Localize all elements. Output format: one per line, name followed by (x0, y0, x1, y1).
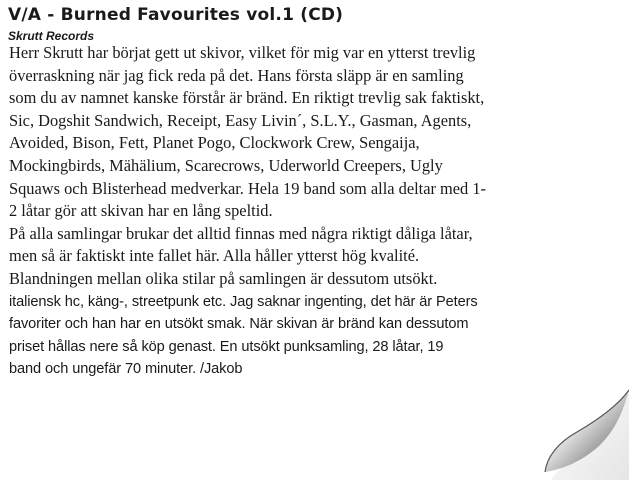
record-label: Skrutt Records (8, 29, 95, 43)
review-line: priset hållas nere så köp genast. En utsökt punksamling, 28 låtar, 19 (9, 338, 444, 355)
page-curl-icon (489, 360, 629, 480)
review-line: överraskning när jag fick reda på det. Hans första släpp är en samling (9, 65, 464, 85)
review-line: Squaws och Blisterhead medverkar. Hela 19 band som alla deltar med 1- (9, 178, 487, 198)
review-line: favoriter och han har en utsökt smak. När skivan är bränd kan dessutom (9, 316, 469, 333)
review-line: Blandningen mellan olika stilar på samlingen är dessutom utsökt. (9, 268, 438, 288)
review-line: men så är faktiskt inte fallet här. Alla håller ytterst hög kvalité. (9, 246, 420, 266)
review-line: Sic, Dogshit Sandwich, Receipt, Easy Livin´, S.L.Y., Gasman, Agents, (9, 110, 472, 130)
review-line: 2 låtar gör att skivan har en lång speltid. (9, 201, 273, 221)
review-line: På alla samlingar brukar det alltid finnas med några riktigt dåliga låtar, (9, 223, 473, 243)
review-line: band och ungefär 70 minuter. /Jakob (9, 361, 243, 378)
review-line: som du av namnet kanske förstår är bränd. En riktigt trevlig sak faktiskt, (9, 88, 485, 108)
review-line: Avoided, Bison, Fett, Planet Pogo, Clockwork Crew, Sengaija, (9, 133, 420, 153)
review-title: V/A - Burned Favourites vol.1 (CD) (8, 5, 344, 25)
review-line: Herr Skrutt har börjat gett ut skivor, vilket för mig var en ytterst trevlig (9, 43, 476, 62)
review-line: Mockingbirds, Mähälium, Scarecrows, Uderworld Creepers, Ugly (9, 155, 443, 175)
review-body (9, 42, 614, 381)
review-line: italiensk hc, käng-, streetpunk etc. Jag saknar ingenting, det här är Peters (9, 293, 478, 310)
